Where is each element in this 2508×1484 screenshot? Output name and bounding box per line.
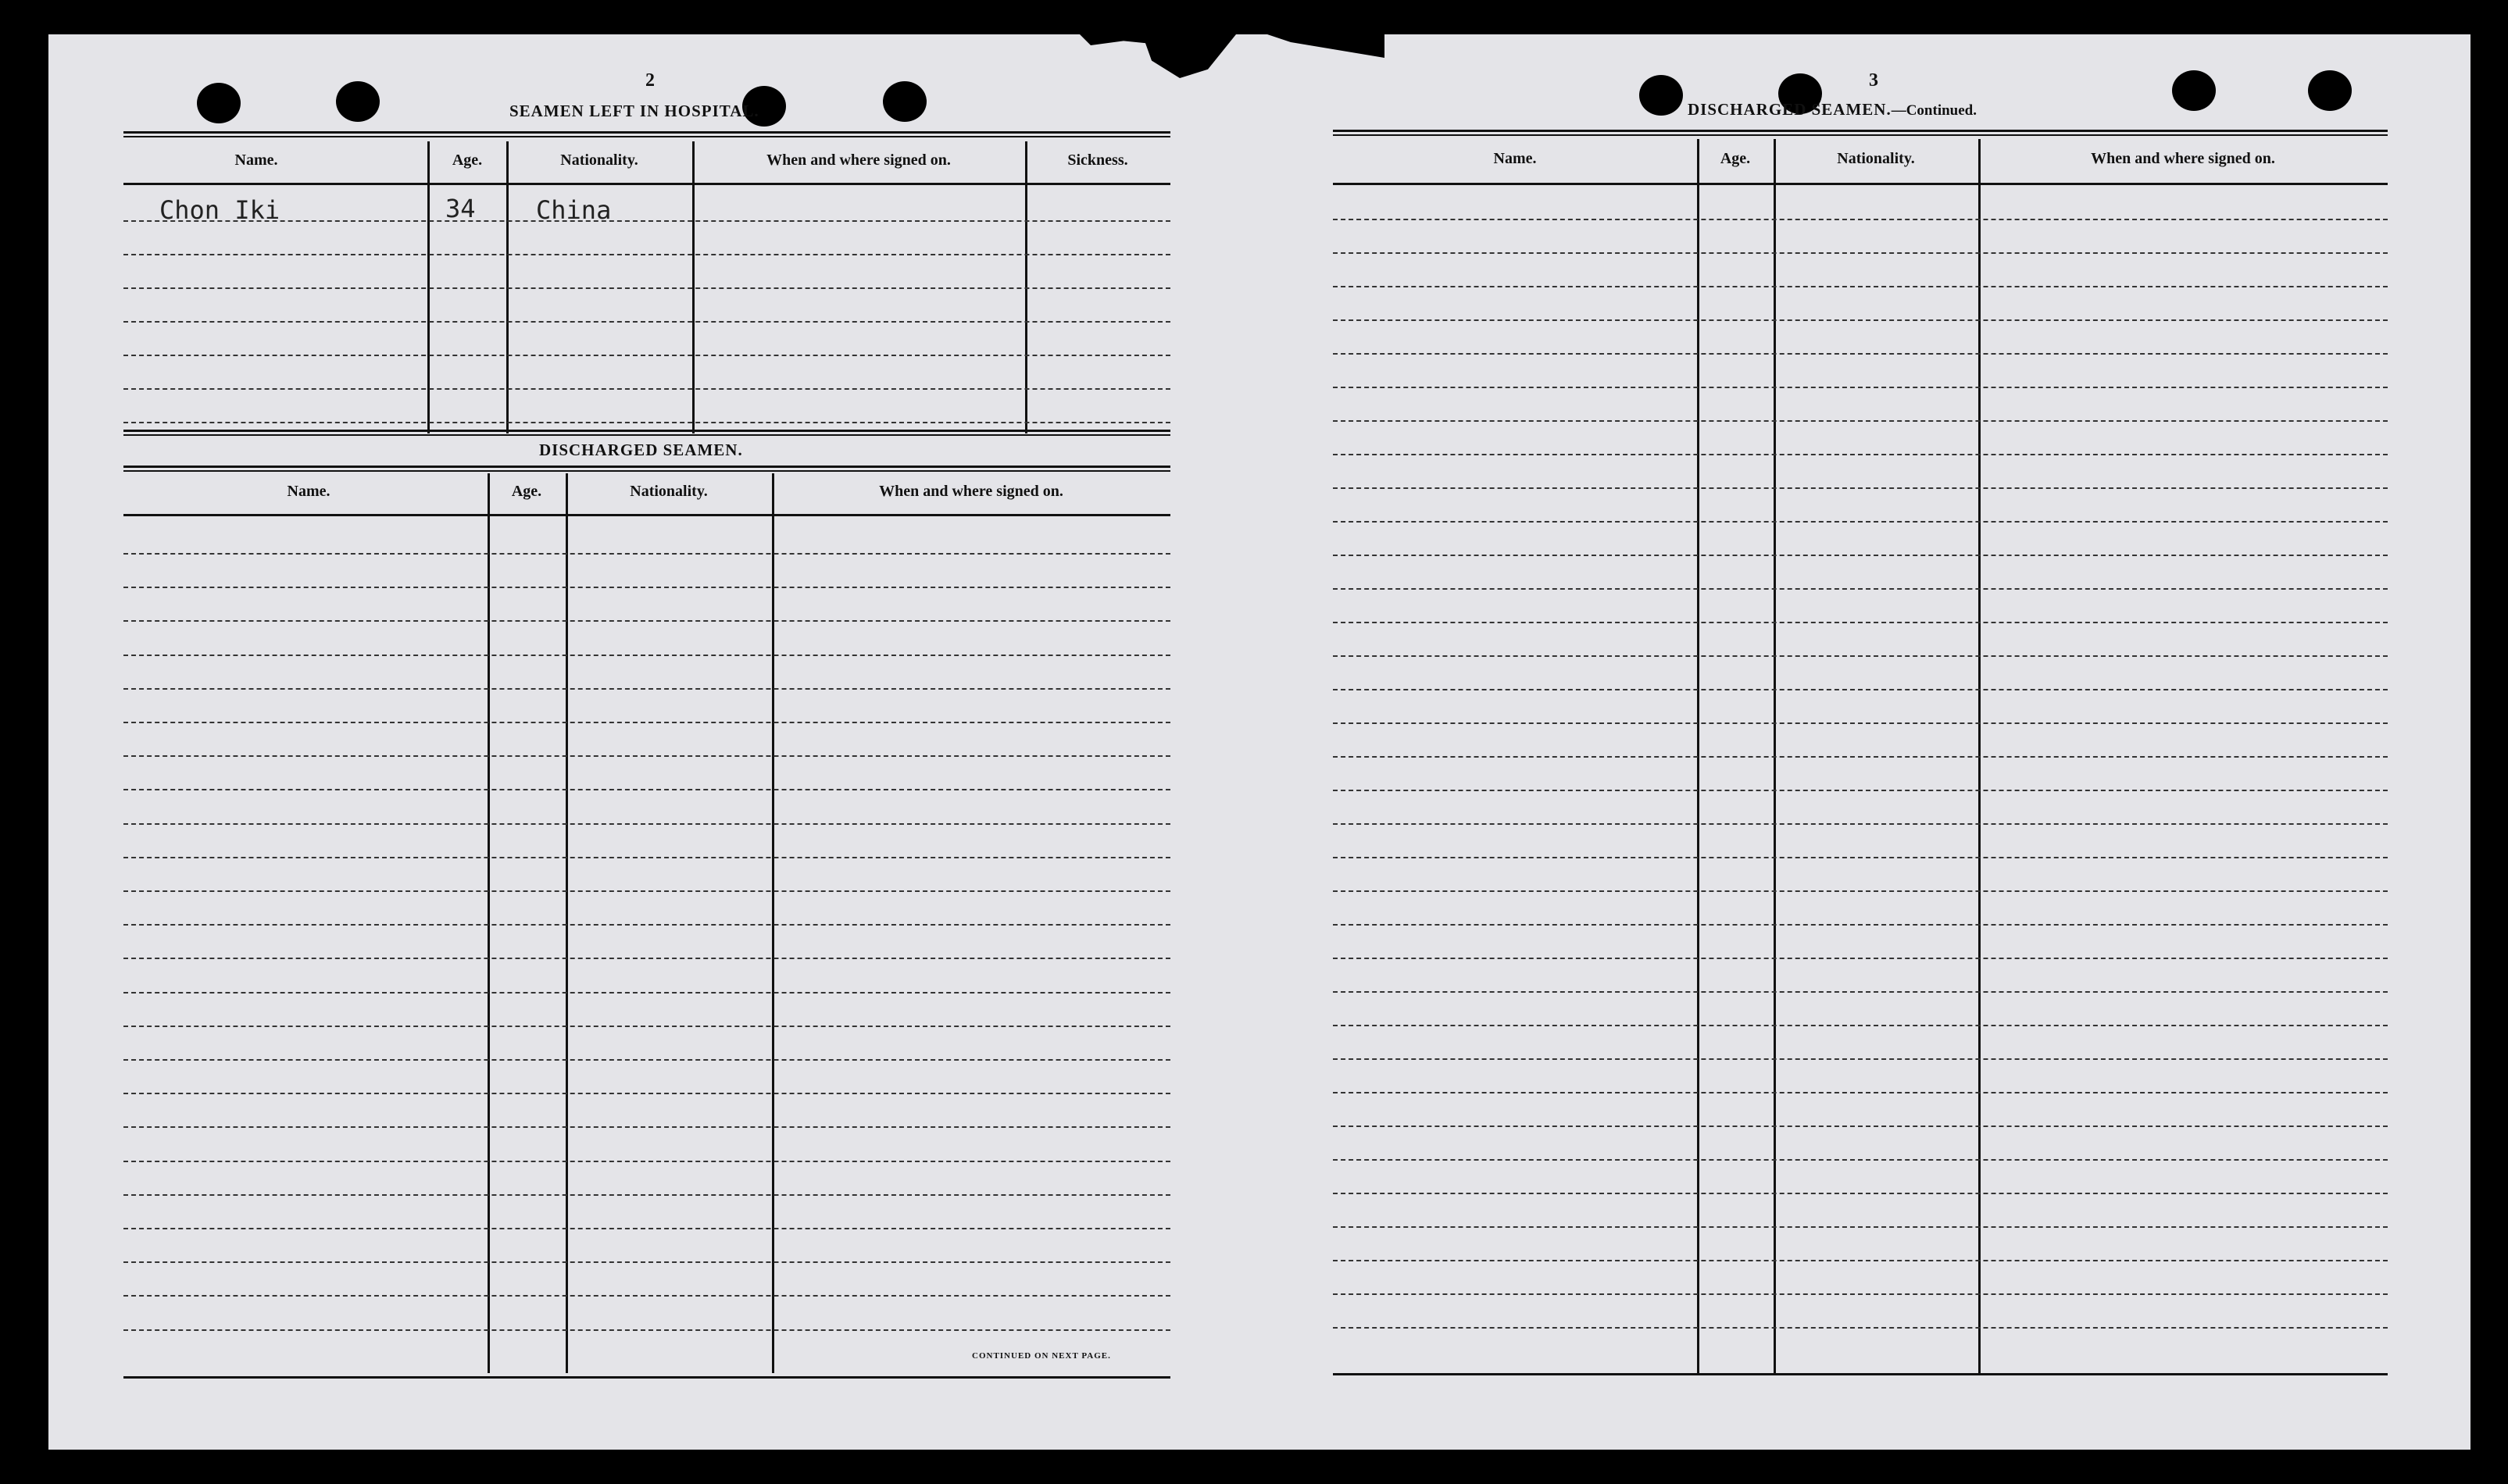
ruled-line [1333, 689, 2388, 690]
ruled-line [123, 722, 1170, 723]
table-bottom-rule [123, 1376, 1170, 1379]
ruled-line [1333, 1058, 2388, 1060]
ruled-line [123, 388, 1170, 390]
ruled-line [123, 1126, 1170, 1128]
ruled-line [1333, 1193, 2388, 1194]
ruled-line [1333, 319, 2388, 321]
ruled-line [123, 254, 1170, 255]
ruled-line [123, 1194, 1170, 1196]
ruled-line [1333, 1125, 2388, 1127]
ruled-line [123, 992, 1170, 993]
ruled-line [1333, 286, 2388, 287]
ruled-line [123, 1161, 1170, 1162]
ruled-line [123, 655, 1170, 656]
col-header-sickness: Sickness. [1067, 152, 1128, 169]
section-rule [123, 131, 1170, 137]
title-suffix: —Continued. [1891, 102, 1977, 119]
ruled-line [123, 620, 1170, 622]
ruled-line [123, 1026, 1170, 1027]
hospital-section-title: SEAMEN LEFT IN HOSPITAL. [509, 102, 759, 120]
left-page [48, 34, 1252, 1450]
title-text: DISCHARGED SEAMEN. [1688, 100, 1892, 119]
ruled-line [123, 823, 1170, 825]
page-number: 2 [645, 70, 655, 91]
discharged-continued-title [1688, 100, 1977, 120]
handwritten-name: Chon Iki [159, 195, 280, 225]
ruled-line [123, 1329, 1170, 1331]
ruled-line [123, 688, 1170, 690]
ruled-line [123, 789, 1170, 790]
ruled-line [1333, 790, 2388, 791]
document-sheet [48, 34, 2470, 1450]
ruled-line [1333, 857, 2388, 858]
ruled-line [1333, 555, 2388, 556]
col-header-age: Age. [511, 483, 542, 500]
ruled-line [1333, 387, 2388, 388]
col-header-nationality: Nationality. [1837, 150, 1915, 167]
column-divider [566, 473, 568, 1373]
ruled-line [123, 287, 1170, 289]
col-header-age: Age. [452, 152, 483, 169]
ruled-line [1333, 958, 2388, 959]
ruled-line [123, 924, 1170, 926]
table-bottom-rule [1333, 1373, 2388, 1375]
ruled-line [1333, 1293, 2388, 1295]
discharged-section-title: DISCHARGED SEAMEN. [539, 441, 743, 459]
col-header-age: Age. [1720, 150, 1751, 167]
ruled-line [1333, 1226, 2388, 1228]
header-underline [123, 183, 1170, 185]
ruled-line [1333, 655, 2388, 657]
ruled-line [123, 587, 1170, 588]
ruled-line [1333, 1327, 2388, 1329]
ruled-line [1333, 588, 2388, 590]
right-page [1267, 34, 2470, 1450]
ruled-line [1333, 622, 2388, 623]
ruled-line [123, 958, 1170, 959]
ruled-line [123, 755, 1170, 757]
ruled-line [1333, 924, 2388, 926]
col-header-nationality: Nationality. [560, 152, 638, 169]
ruled-line [1333, 252, 2388, 254]
ruled-line [1333, 487, 2388, 489]
ruled-line [1333, 454, 2388, 455]
col-header-signed-on: When and where signed on. [879, 483, 1063, 500]
header-underline [123, 514, 1170, 516]
ruled-line [1333, 219, 2388, 220]
col-header-name: Name. [234, 152, 278, 169]
ruled-line [1333, 1159, 2388, 1161]
ruled-line [1333, 1025, 2388, 1026]
ruled-line [1333, 991, 2388, 993]
ruled-line [1333, 756, 2388, 758]
ruled-line [123, 553, 1170, 555]
ruled-line [123, 1261, 1170, 1263]
ruled-line [123, 1059, 1170, 1061]
ruled-line [1333, 420, 2388, 422]
col-header-name: Name. [1493, 150, 1537, 167]
ruled-line [123, 857, 1170, 858]
col-header-signed-on: When and where signed on. [766, 152, 951, 169]
ruled-line [1333, 1260, 2388, 1261]
ruled-line [1333, 353, 2388, 355]
section-rule [123, 430, 1170, 436]
header-underline [1333, 183, 2388, 185]
ruled-line [1333, 521, 2388, 523]
col-header-name: Name. [287, 483, 330, 500]
handwritten-age: 34 [445, 194, 476, 223]
section-rule [123, 466, 1170, 472]
column-divider [488, 473, 490, 1373]
ruled-line [123, 220, 1170, 222]
ruled-line [1333, 1092, 2388, 1093]
ruled-line [123, 321, 1170, 323]
ruled-line [123, 890, 1170, 892]
ruled-line [123, 1093, 1170, 1094]
ruled-line [123, 355, 1170, 356]
page-footer: CONTINUED ON NEXT PAGE. [972, 1351, 1111, 1361]
col-header-nationality: Nationality. [630, 483, 708, 500]
col-header-signed-on: When and where signed on. [2091, 150, 2275, 167]
ruled-line [1333, 722, 2388, 724]
ruled-line [123, 1228, 1170, 1229]
section-rule [1333, 130, 2388, 136]
ruled-line [1333, 823, 2388, 825]
handwritten-nationality: China [536, 195, 612, 225]
ruled-line [123, 422, 1170, 423]
column-divider [772, 473, 774, 1373]
page-number: 3 [1869, 70, 1878, 91]
ruled-line [1333, 890, 2388, 892]
ruled-line [123, 1295, 1170, 1297]
